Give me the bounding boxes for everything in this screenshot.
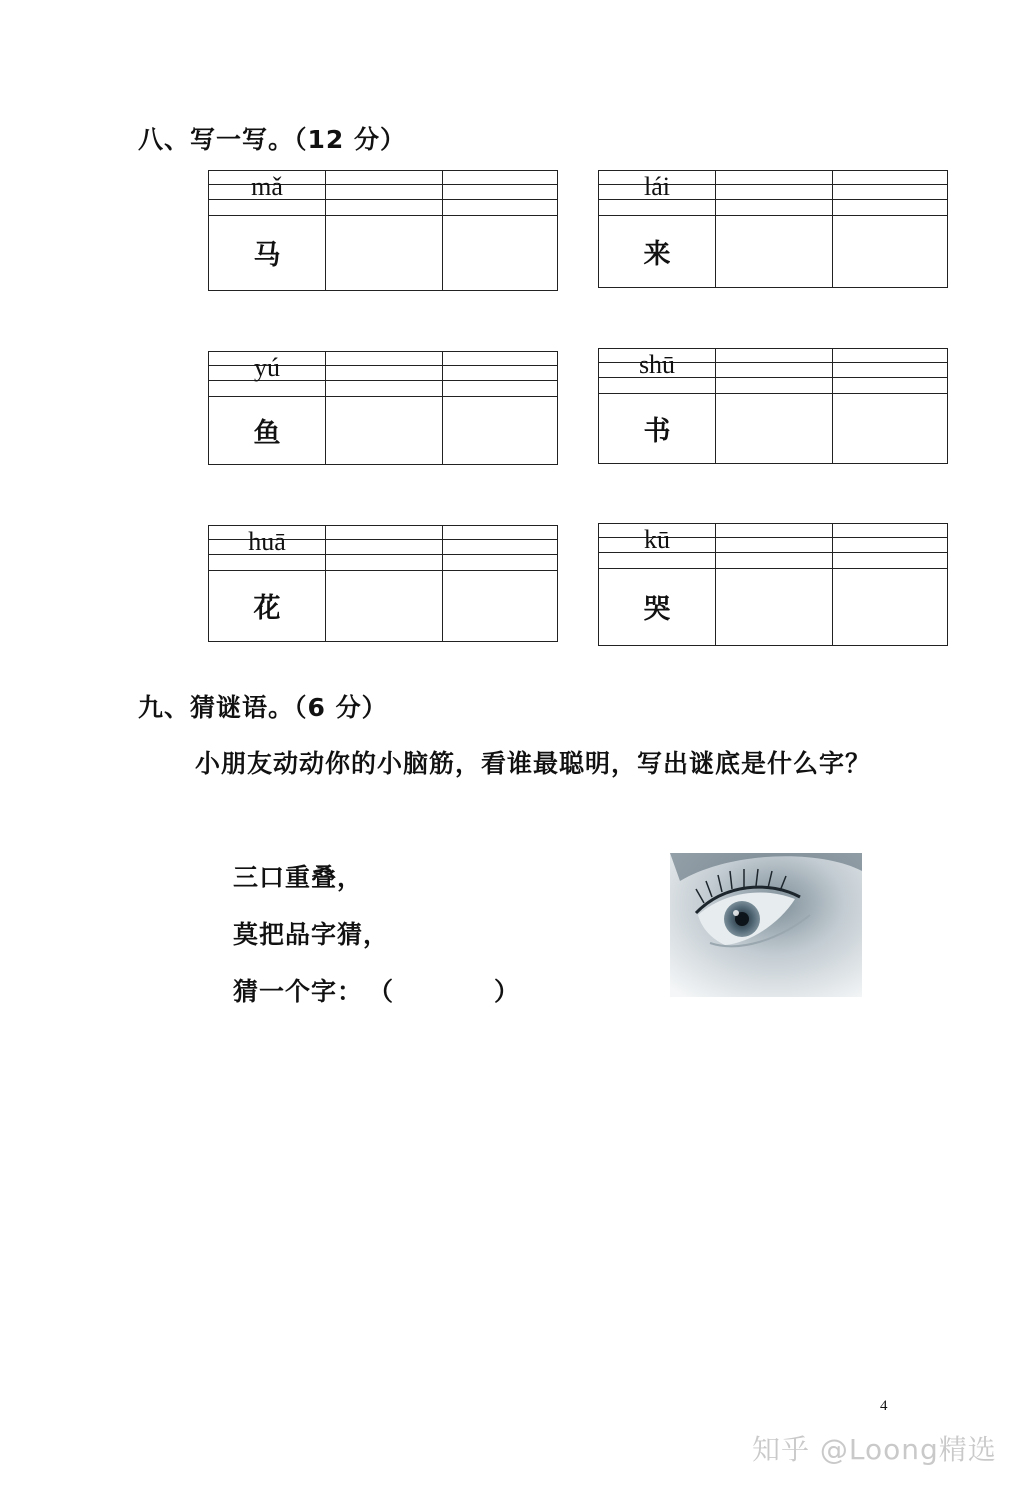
hanzi-label: 花 <box>253 593 281 624</box>
pinyin-label: yú <box>254 353 280 382</box>
section-8-heading: 八、写一写。（12 分） <box>138 125 406 154</box>
hanzi-label: 书 <box>643 415 671 447</box>
eye-illustration <box>670 853 862 997</box>
hanzi-label: 来 <box>643 238 671 270</box>
riddle-line-1: 三口重叠， <box>233 863 364 892</box>
writing-grid-lai <box>598 170 948 288</box>
hanzi-label: 哭 <box>643 594 671 625</box>
section-9-heading: 九、猜谜语。（6 分） <box>138 693 388 722</box>
riddle-line-3: 猜一个字： <box>233 977 364 1006</box>
pinyin-label: kū <box>644 525 670 554</box>
page-number: 4 <box>880 1398 888 1414</box>
watermark: 知乎 @Loong精选 <box>752 1433 997 1466</box>
pinyin-label: mǎ <box>251 172 283 201</box>
pinyin-label: lái <box>644 172 670 201</box>
writing-grid-ku <box>598 523 948 646</box>
writing-grid-shu <box>598 348 948 464</box>
riddle-line-2: 莫把品字猜， <box>233 920 390 949</box>
answer-paren-open: （ <box>368 977 394 1006</box>
writing-grid-hua <box>208 525 558 642</box>
writing-grid-ma <box>208 170 558 291</box>
riddle-prompt: 小朋友动动你的小脑筋，看谁最聪明，写出谜底是什么字？ <box>195 749 872 778</box>
pinyin-label: huā <box>248 527 286 556</box>
writing-grid-yu <box>208 351 558 465</box>
hanzi-label: 鱼 <box>253 417 281 449</box>
answer-paren-close: ） <box>494 977 520 1006</box>
hanzi-label: 马 <box>253 240 281 271</box>
pinyin-label: shū <box>638 350 676 379</box>
